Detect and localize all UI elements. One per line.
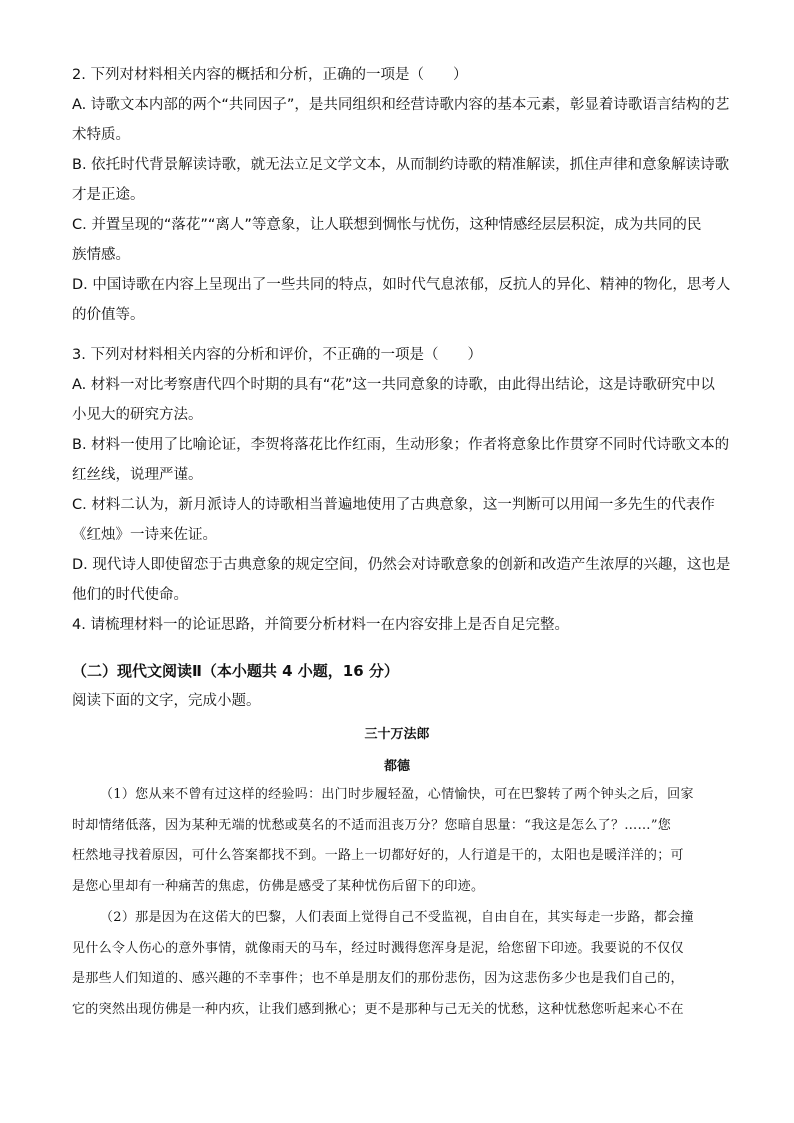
option-3c-line-2: 《红烛》一诗来佐证。 — [72, 527, 217, 543]
question-4: 4. 请梳理材料一的论证思路，并简要分析材料一在内容安排上是否自足完整。 — [72, 617, 569, 633]
article-paragraph-1 — [72, 780, 722, 902]
paragraph-line: 是您心里却有一种痛苦的焦虑，仿佛是感受了某种忧伤后留下的印迹。 — [72, 878, 485, 894]
option-2d-line-2: 的价值等。 — [72, 307, 145, 323]
article-title: 三十万法郎 — [364, 727, 430, 742]
paragraph-line: （1）您从来不曾有过这样的经验吗：出门时步履轻盈，心情愉快，可在巴黎转了两个钟头之后，回家 — [100, 787, 694, 802]
option-3a-line-1: A. 材料一对比考察唐代四个时期的具有“花”这一共同意象的诗歌，由此得出结论，这是诗歌研究中以 — [72, 377, 715, 393]
option-2a-line-2: 术特质。 — [72, 127, 130, 143]
paragraph-line: 它的突然出现仿佛是一种内疚，让我们感到揪心；更不是那种与己无关的忧愁，这种忧愁您听起来心不在 — [72, 1001, 684, 1017]
paragraph-line: 时却情绪低落，因为某种无端的忧愁或莫名的不适而沮丧万分？您暗自思量：“我这是怎么了？……”您 — [72, 817, 672, 833]
option-3c-line-1: C. 材料二认为，新月派诗人的诗歌相当普遍地使用了古典意象，这一判断可以用闻一多先生的代表作 — [72, 497, 715, 513]
option-2b-line-1: B. 依托时代背景解读诗歌，就无法立足文学文本，从而制约诗歌的精准解读，抓住声律和意象解读诗歌 — [72, 157, 730, 173]
option-3b-line-2: 红丝线，说理严谨。 — [72, 467, 203, 483]
option-3b-line-1: B. 材料一使用了比喻论证，李贺将落花比作红雨，生动形象；作者将意象比作贯穿不同时代诗歌文本的 — [72, 437, 730, 453]
option-3d-line-1: D. 现代诗人即使留恋于古典意象的规定空间，仍然会对诗歌意象的创新和改造产生浓厚的兴趣，这也是 — [72, 557, 731, 573]
question-3-stem: 3. 下列对材料相关内容的分析和评价，不正确的一项是（ ） — [72, 347, 482, 363]
question-2-stem: 2. 下列对材料相关内容的概括和分析，正确的一项是（ ） — [72, 67, 468, 83]
paragraph-line: 枉然地寻找着原因，可什么答案都找不到。一路上一切都好好的，人行道是干的，太阳也是暖洋洋的；可 — [72, 848, 684, 863]
section-heading: （二）现代文阅读Ⅱ（本小题共 4 小题，16 分） — [72, 662, 399, 680]
paragraph-line: 见什么令人伤心的意外事情，就像雨天的马车，经过时溅得您浑身是泥，给您留下印迹。我要说的不仅仅 — [72, 940, 684, 956]
option-3a-line-2: 小见大的研究方法。 — [72, 407, 203, 423]
article-author: 都德 — [383, 759, 410, 774]
option-2a-line-1: A. 诗歌文本内部的两个“共同因子”，是共同组织和经营诗歌内容的基本元素，彰显着诗歌语言结构的艺 — [72, 97, 730, 113]
option-2c-line-2: 族情感。 — [72, 247, 130, 263]
option-2c-line-1: C. 并置呈现的“落花”“离人”等意象，让人联想到惆怅与忧伤，这种情感经层层积淀，成为共同的民 — [72, 217, 702, 233]
question-3 — [72, 340, 731, 640]
option-3d-line-2: 他们的时代使命。 — [72, 587, 188, 603]
paragraph-line: （2）那是因为在这偌大的巴黎，人们表面上觉得自己不受监视，自由自在，其实每走一步路，都会撞 — [100, 910, 694, 925]
question-2 — [72, 60, 731, 330]
option-2b-line-2: 才是正途。 — [72, 187, 145, 203]
article-paragraph-2 — [72, 903, 722, 1025]
paragraph-line: 是那些人们知道的、感兴趣的不幸事件；也不单是朋友们的那份悲伤，因为这悲伤多少也是我们自己的， — [72, 971, 684, 986]
option-2d-line-1: D. 中国诗歌在内容上呈现出了一些共同的特点，如时代气息浓郁，反抗人的异化、精神的物化，思考人 — [72, 277, 731, 293]
reading-instruction: 阅读下面的文字，完成小题。 — [72, 693, 261, 709]
